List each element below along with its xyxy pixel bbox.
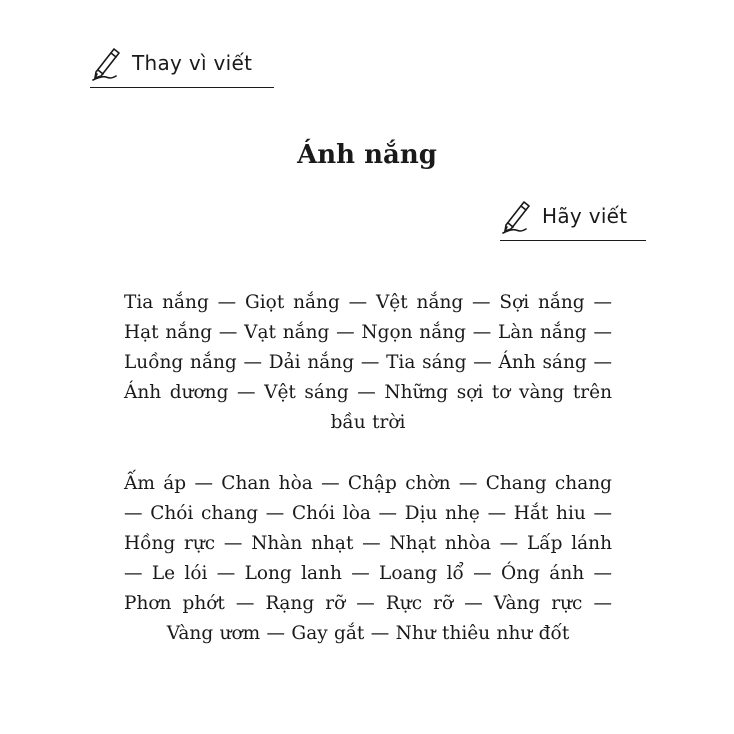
pencil-icon bbox=[90, 45, 124, 81]
nouns-paragraph: Tia nắng — Giọt nắng — Vệt nắng — Sợi nắng — Hạt nắng — Vạt nắng — Ngọn nắng — Làn nắng — Luồng nắng — Dải nắng — Tia sáng — Ánh sáng — Ánh dương — Vệt sáng — Những sợi tơ vàng trên bầu trời bbox=[124, 292, 612, 433]
sub-tag-label: Hãy viết bbox=[542, 204, 628, 228]
page-title: Ánh nắng bbox=[297, 140, 437, 170]
sub-tag bbox=[500, 198, 646, 241]
header-tag bbox=[90, 45, 274, 88]
adjectives-paragraph: Ấm áp — Chan hòa — Chập chờn — Chang chang — Chói chang — Chói lòa — Dịu nhẹ — Hắt hiu — Hồng rực — Nhàn nhạt — Nhạt nhòa — Lấp lánh — Le lói — Long lanh — Loang lổ — Óng ánh — Phơn phớt — Rạng rỡ — Rực rỡ — Vàng rực — Vàng ươm — Gay gắt — Như thiêu như đốt bbox=[124, 473, 612, 644]
pencil-icon bbox=[500, 198, 534, 234]
header-tag-label: Thay vì viết bbox=[132, 51, 253, 75]
